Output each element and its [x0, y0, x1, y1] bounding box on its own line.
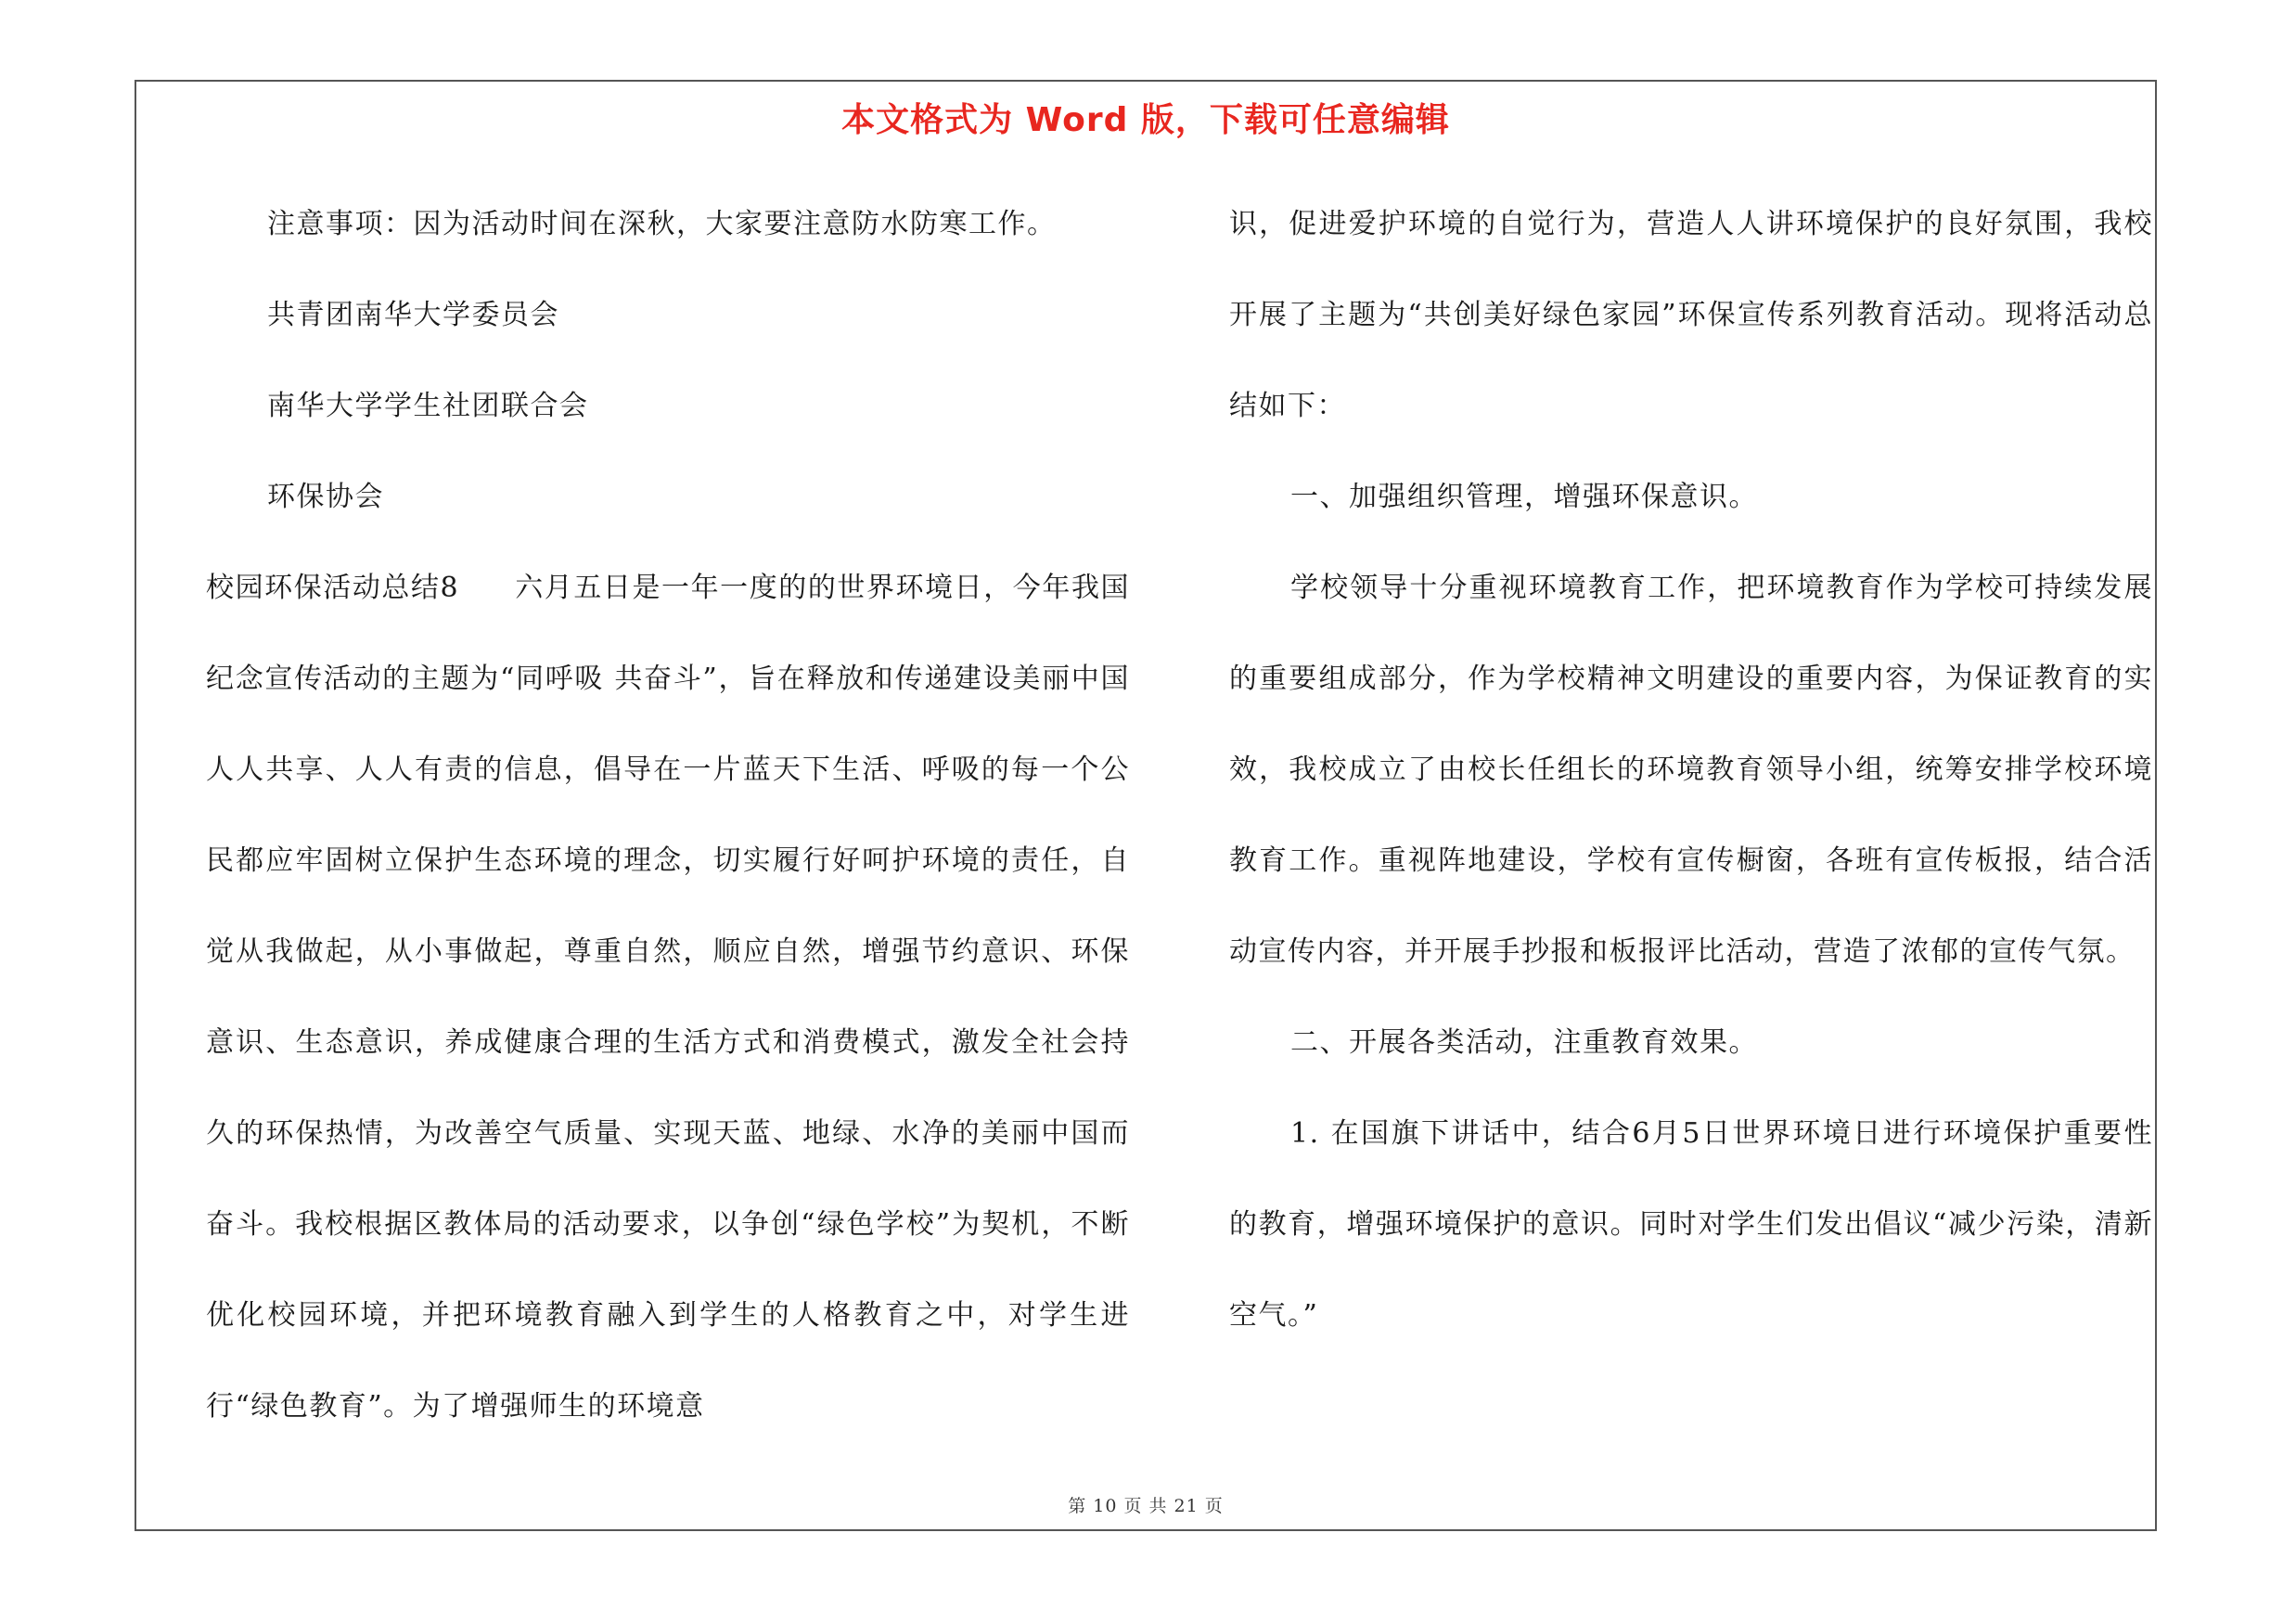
section-title: 校园环保活动总结8 — [206, 572, 460, 604]
organizer-env-association: 环保协会 — [267, 481, 384, 513]
continuation-paragraph: 识，促进爱护环境的自觉行为，营造人人讲环境保护的良好氛围，我校开展了主题为“共创美好绿色家园”环保宣传系列教育活动。现将活动总结如下： — [1229, 208, 2153, 422]
section-body: 六月五日是一年一度的的世界环境日，今年我国纪念宣传活动的主题为“同呼吸 共奋斗”，旨在释放和传递建设美丽中国人人共享、人人有责的信息，倡导在一片蓝天下生活、呼吸的每一个公民都应牢固树立保护生态环境的理念，切实履行好呵护环境的责任，自觉从我做起，从小事做起，尊重自然，顺应自然，增强节约意识、环保意识、生态意识，养成健康合理的生活方式和消费模式，激发全社会持久的环保热情，为改善空气质量、实现天蓝、地绿、水净的美丽中国而奋斗。我校根据区教体局的活动要求，以争创“绿色学校”为契机，不断优化校园环境，并把环境教育融入到学生的人格教育之中，对学生进行“绿色教育”。为了增强师生的环境意 — [206, 572, 1131, 1423]
right-column — [1229, 179, 2153, 1361]
page-number: 第 10 页 共 21 页 — [1068, 1496, 1224, 1516]
notice-text: 注意事项：因为活动时间在深秋，大家要注意防水防寒工作。 — [267, 208, 1057, 240]
word-format-banner: 本文格式为 Word 版，下载可任意编辑 — [841, 101, 1450, 139]
left-column — [206, 179, 1130, 1452]
organizer-student-union: 南华大学学生社团联合会 — [267, 390, 589, 422]
page-frame — [135, 80, 2157, 1531]
paragraph-organization: 学校领导十分重视环境教育工作，把环境教育作为学校可持续发展的重要组成部分，作为学校精神文明建设的重要内容，为保证教育的实效，我校成立了由校长任组长的环境教育领导小组，统筹安排学校环境教育工作。重视阵地建设，学校有宣传橱窗，各班有宣传板报，结合活动宣传内容，并开展手抄报和板报评比活动，营造了浓郁的宣传气氛。 — [1229, 572, 2153, 968]
heading-activities: 二、开展各类活动，注重教育效果。 — [1290, 1026, 1758, 1059]
section-paragraph — [206, 543, 1130, 1452]
paragraph-activities: 1. 在国旗下讲话中，结合6月5日世界环境日进行环境保护重要性的教育，增强环境保护的意识。同时对学生们发出倡议“减少污染，清新空气。” — [1229, 1117, 2153, 1332]
heading-organization: 一、加强组织管理，增强环保意识。 — [1290, 481, 1758, 513]
organizer-youth-league: 共青团南华大学委员会 — [267, 299, 559, 331]
